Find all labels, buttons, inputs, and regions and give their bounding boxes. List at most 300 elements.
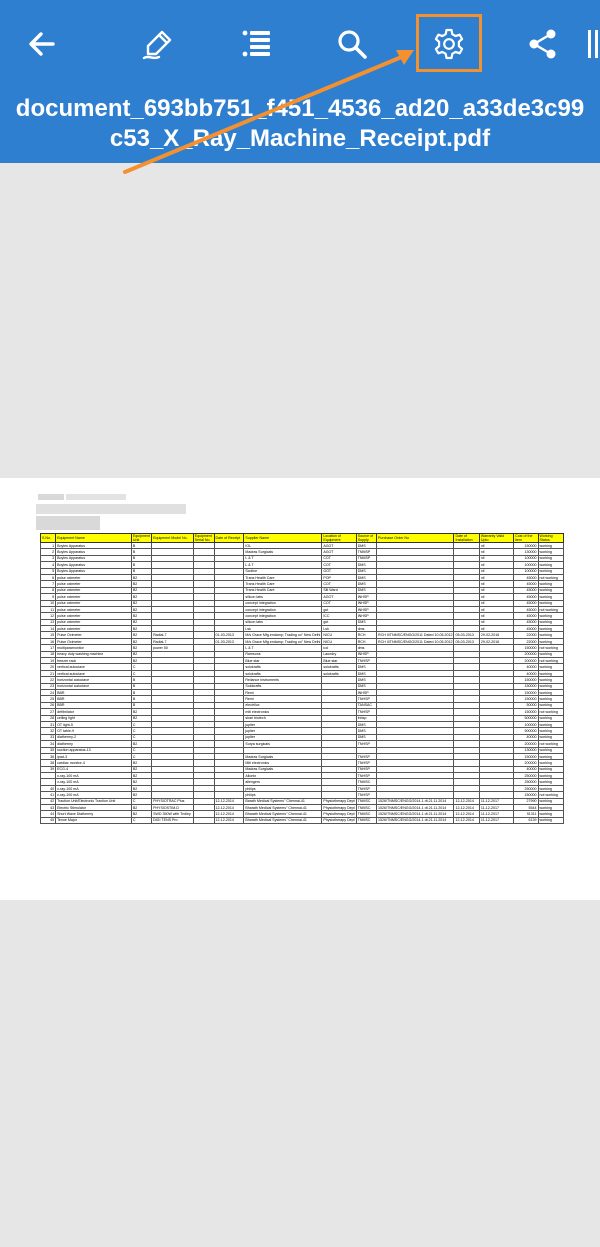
table-cell: B bbox=[131, 543, 151, 549]
table-cell: B2 bbox=[131, 574, 151, 580]
table-cell: pulse oximeter bbox=[56, 587, 132, 593]
table-cell: BBR bbox=[56, 702, 132, 708]
table-cell: TNHSP bbox=[356, 741, 376, 747]
table-cell: pulse oximeter bbox=[56, 619, 132, 625]
table-cell: DMS bbox=[356, 587, 376, 593]
table-cell: concept integration bbox=[244, 613, 322, 619]
table-cell: INHSP bbox=[356, 606, 376, 612]
table-cell: ECG-4 bbox=[56, 766, 132, 772]
table-cell: DMS bbox=[356, 721, 376, 727]
table-cell: 05-03-2013 bbox=[454, 638, 479, 644]
table-cell: cardiac monitor-4 bbox=[56, 760, 132, 766]
table-cell: nil bbox=[479, 587, 513, 593]
table-cell: B2 bbox=[131, 715, 151, 721]
table-cell: RCH bbox=[356, 638, 376, 644]
table-cell: working bbox=[538, 805, 563, 811]
table-cell: horizontal autoclave bbox=[56, 677, 132, 683]
table-cell: Boyles Apparatus bbox=[56, 562, 132, 568]
table-cell: COT bbox=[322, 581, 356, 587]
table-header: Cost of the item bbox=[514, 534, 538, 543]
table-cell: 150000 bbox=[514, 792, 538, 798]
table-cell: working bbox=[538, 728, 563, 734]
more-icon bbox=[578, 27, 600, 61]
table-cell: 1526/TNMSC/ENGG/2014-1 dt.21.11.2014 bbox=[377, 805, 454, 811]
table-cell: solokrafts bbox=[244, 670, 322, 676]
table-cell: nil bbox=[479, 619, 513, 625]
table-cell: Surya surgicals bbox=[244, 741, 322, 747]
table-cell: AGOT bbox=[322, 594, 356, 600]
table-cell: 200000 bbox=[514, 760, 538, 766]
table-cell: Blue star bbox=[244, 658, 322, 664]
table-cell: DMS bbox=[356, 543, 376, 549]
table-cell: 12-12-2014 bbox=[454, 811, 479, 817]
table-cell: not working bbox=[538, 709, 563, 715]
table-cell: horizontal autoclave bbox=[56, 683, 132, 689]
equipment-table bbox=[40, 533, 564, 824]
table-cell: GOT bbox=[322, 568, 356, 574]
table-cell: L & T bbox=[244, 555, 322, 561]
table-cell: B2 bbox=[131, 741, 151, 747]
table-cell: 12-12-2014 bbox=[454, 798, 479, 804]
table-cell: Physiotherapy Dept bbox=[323, 799, 355, 804]
table-cell: 11-12-2017 bbox=[479, 811, 513, 817]
table-cell: 200000 bbox=[514, 658, 538, 664]
table-cell: silicon labs bbox=[244, 594, 322, 600]
table-cell: working bbox=[538, 696, 563, 702]
table-cell: B2 bbox=[131, 805, 151, 811]
table-cell: Boyles Apparatus bbox=[56, 555, 132, 561]
table-header: Date of Receipt bbox=[214, 534, 244, 543]
table-cell: got bbox=[322, 619, 356, 625]
table-cell: nil bbox=[479, 581, 513, 587]
table-cell: 12-12-2014 bbox=[214, 798, 244, 804]
table-cell: 1526/TNMSC/ENGG/2014-1 dt.21.11.2014 bbox=[377, 798, 454, 804]
table-cell: Madras Surgicals bbox=[244, 753, 322, 759]
table-cell: TNMSP bbox=[356, 555, 376, 561]
table-header: Equipment Name bbox=[56, 534, 132, 543]
table-cell: 42 bbox=[41, 798, 56, 804]
table-cell: C bbox=[131, 753, 151, 759]
table-cell: Madras Surgicals bbox=[244, 549, 322, 555]
table-cell: working bbox=[538, 785, 563, 791]
table-cell: BBR bbox=[56, 689, 132, 695]
table-cell: 45000 bbox=[514, 619, 538, 625]
search-button[interactable] bbox=[322, 14, 382, 74]
table-cell: nil bbox=[479, 562, 513, 568]
table-cell: Pulse Oximeter bbox=[56, 632, 132, 638]
table-cell: 31 bbox=[41, 721, 56, 727]
table-cell: C bbox=[131, 798, 151, 804]
table-cell: B2 bbox=[131, 811, 151, 817]
table-cell: B2 bbox=[131, 792, 151, 798]
table-cell: 22000 bbox=[514, 632, 538, 638]
table-cell: 1526/TNMSC/ENGG/2014-1 dt.21.11.2014 bbox=[377, 811, 454, 817]
table-cell: 150000 bbox=[514, 709, 538, 715]
table-cell: working bbox=[538, 779, 563, 785]
table-cell: pulse oximeter bbox=[56, 606, 132, 612]
table-cell: philips bbox=[244, 785, 322, 791]
table-cell: B2 bbox=[131, 587, 151, 593]
table-cell: working bbox=[538, 549, 563, 555]
table-cell: concept integration bbox=[244, 600, 322, 606]
table-cell: 200000 bbox=[514, 741, 538, 747]
table-cell: IOL bbox=[244, 543, 322, 549]
table-cell: jupiter bbox=[244, 728, 322, 734]
table-cell: DMS bbox=[356, 728, 376, 734]
table-cell: pulse oximeter bbox=[56, 613, 132, 619]
table-cell: 40000 bbox=[514, 664, 538, 670]
table-cell: working bbox=[538, 543, 563, 549]
table-cell: Lsk bbox=[244, 626, 322, 632]
table-cell: RCH II/TNMSC/ENGG/2011 Dated 10.05.2012 bbox=[378, 633, 453, 638]
table-cell: 250000 bbox=[514, 779, 538, 785]
table-header: Source of Supply bbox=[356, 534, 376, 543]
table-cell: 150000 bbox=[514, 543, 538, 549]
table-cell: B bbox=[131, 555, 151, 561]
table-cell: DMS bbox=[356, 683, 376, 689]
table-cell: 130000 bbox=[514, 549, 538, 555]
table-cell: nil bbox=[479, 613, 513, 619]
table-cell: 24 bbox=[41, 689, 56, 695]
table-cell: B bbox=[131, 702, 151, 708]
table-cell: vertical autoclave bbox=[56, 664, 132, 670]
table-cell: 6139 bbox=[514, 817, 538, 823]
table-cell: working bbox=[538, 798, 563, 804]
table-cell: suction apparatus-13 bbox=[56, 747, 132, 753]
list-icon bbox=[239, 27, 273, 61]
table-cell: working bbox=[538, 747, 563, 753]
table-cell: TNHSP bbox=[356, 792, 376, 798]
table-cell: ceiling light bbox=[56, 715, 132, 721]
table-cell: working bbox=[538, 587, 563, 593]
table-cell: 150000 bbox=[514, 689, 538, 695]
table-cell: diathermy bbox=[56, 741, 132, 747]
table-cell: Bharath Medical Systems" Chennai-41 bbox=[244, 811, 322, 817]
table-cell: B2 bbox=[131, 613, 151, 619]
table-cell: Pulse Oximeter bbox=[56, 638, 132, 644]
table-cell: 33 bbox=[41, 734, 56, 740]
table-cell: multiparamonitor bbox=[56, 645, 132, 651]
table-cell: working bbox=[538, 683, 563, 689]
table-cell: nil bbox=[479, 574, 513, 580]
table-cell: 29-02-2016 bbox=[479, 638, 513, 644]
table-cell: NICU bbox=[322, 632, 356, 638]
table-cell: DMS bbox=[356, 734, 376, 740]
table-cell: not working bbox=[538, 606, 563, 612]
outline-button[interactable] bbox=[226, 14, 286, 74]
table-cell: working bbox=[538, 773, 563, 779]
table-cell: DMS bbox=[356, 670, 376, 676]
table-cell: AGOT bbox=[322, 543, 356, 549]
table-cell: Radial-7 bbox=[152, 638, 194, 644]
table-body bbox=[41, 543, 564, 824]
table-cell: 14 bbox=[41, 626, 56, 632]
table-cell: working bbox=[538, 600, 563, 606]
table-cell: DMS bbox=[356, 568, 376, 574]
redacted-block bbox=[38, 494, 64, 500]
table-cell: Trans Health Care bbox=[244, 581, 322, 587]
redacted-block bbox=[36, 504, 186, 514]
search-icon bbox=[335, 27, 369, 61]
table-cell: 11 bbox=[41, 606, 56, 612]
table-cell: not working bbox=[538, 792, 563, 798]
table-cell: diathermy-2 bbox=[56, 734, 132, 740]
table-cell: heavy duty washing machine bbox=[56, 651, 132, 657]
table-cell: working bbox=[538, 766, 563, 772]
table-cell: TNHSP bbox=[356, 696, 376, 702]
table-cell: 41 bbox=[41, 792, 56, 798]
table-cell: icd bbox=[322, 645, 356, 651]
toolbar bbox=[0, 0, 600, 88]
table-cell: C bbox=[131, 721, 151, 727]
table-cell: 27990 bbox=[514, 798, 538, 804]
table-cell: Lsk bbox=[322, 626, 356, 632]
table-cell: TNMSP bbox=[356, 549, 376, 555]
table-cell: L & T bbox=[244, 562, 322, 568]
table-cell: Short Wave Diathermy bbox=[56, 811, 132, 817]
table-cell: 1526/TNMSC/ENGG/2014-1 dt.21.11.2014 bbox=[377, 817, 454, 823]
table-cell: working bbox=[538, 581, 563, 587]
table-header: Equipment Unit bbox=[132, 534, 151, 542]
table-cell: vertical autoclave bbox=[56, 670, 132, 676]
table-cell: 45000 bbox=[514, 574, 538, 580]
table-cell: 100000 bbox=[514, 721, 538, 727]
table-cell: 10 bbox=[41, 600, 56, 606]
table-cell: pulse oximeter bbox=[56, 600, 132, 606]
table-cell: not working bbox=[538, 658, 563, 664]
table-cell: allengers bbox=[244, 779, 322, 785]
table-cell: 100000 bbox=[514, 562, 538, 568]
table-cell: Barath Medical Systems" Chennai-41 bbox=[244, 798, 322, 804]
table-cell: working bbox=[538, 594, 563, 600]
table-cell: working bbox=[538, 734, 563, 740]
table-cell: nil bbox=[479, 600, 513, 606]
table-cell: COT bbox=[322, 555, 356, 561]
table-cell: Silt Ward bbox=[322, 587, 356, 593]
table-cell: 45000 bbox=[514, 587, 538, 593]
table-cell: jupiter bbox=[244, 734, 322, 740]
table-cell: x-ray-100 mA bbox=[56, 773, 132, 779]
table-cell: OT table-9 bbox=[56, 728, 132, 734]
table-cell: 150000 bbox=[514, 677, 538, 683]
table-cell: 22000 bbox=[514, 638, 538, 644]
table-cell: DMS bbox=[356, 664, 376, 670]
table-cell: 32 bbox=[41, 728, 56, 734]
table-cell: 150000 bbox=[514, 696, 538, 702]
table-cell: 5 bbox=[41, 568, 56, 574]
table-cell: 12-12-2014 bbox=[454, 817, 479, 823]
table-cell: working bbox=[538, 619, 563, 625]
table-header: Date of Installation bbox=[454, 534, 479, 543]
table-cell: Blue star bbox=[322, 658, 356, 664]
table-cell: Trans Health Care bbox=[244, 587, 322, 593]
table-cell: silicon labs bbox=[244, 619, 322, 625]
table-cell: Remi bbox=[244, 689, 322, 695]
table-cell: miti electronics bbox=[244, 709, 322, 715]
table-cell: pulse oximeter bbox=[56, 574, 132, 580]
table-cell: nil bbox=[479, 626, 513, 632]
table-cell: power 50 bbox=[152, 645, 194, 651]
table-cell: ipad-3 bbox=[56, 753, 132, 759]
table-cell: 45000 bbox=[514, 626, 538, 632]
table-cell: C bbox=[131, 670, 151, 676]
table-cell: 250000 bbox=[514, 773, 538, 779]
table-cell: working bbox=[538, 664, 563, 670]
table-cell: TNHSP bbox=[356, 760, 376, 766]
table-cell: INHSP bbox=[356, 651, 376, 657]
table-cell: B2 bbox=[131, 619, 151, 625]
table-cell: x-ray-100 mA bbox=[56, 779, 132, 785]
table-cell: working bbox=[538, 721, 563, 727]
table-cell: Bharath Medical Systems" Chennai-41 bbox=[244, 805, 322, 811]
table-cell: 44 bbox=[41, 811, 56, 817]
table-cell: 6 bbox=[41, 574, 56, 580]
table-cell: Allontx bbox=[244, 773, 322, 779]
table-cell: 29-02-2016 bbox=[479, 632, 513, 638]
table-cell: working bbox=[538, 760, 563, 766]
table-cell: nil bbox=[479, 568, 513, 574]
table-cell: 8 bbox=[41, 587, 56, 593]
table-cell: TNHSP bbox=[356, 773, 376, 779]
table-cell: 130000 bbox=[514, 747, 538, 753]
table-cell: Physiotherapy Dept bbox=[323, 812, 355, 817]
table-cell: 100000 bbox=[514, 555, 538, 561]
back-arrow-icon bbox=[25, 27, 59, 61]
table-cell: working bbox=[538, 689, 563, 695]
table-cell: B bbox=[131, 549, 151, 555]
table-cell: 12-12-2014 bbox=[214, 817, 244, 823]
table-cell: 50000 bbox=[514, 702, 538, 708]
table-cell: DIGI TENS Pro bbox=[152, 817, 194, 823]
more-button[interactable] bbox=[578, 14, 600, 74]
table-cell: TANSAC bbox=[356, 702, 376, 708]
table-cell: 11-12-2017 bbox=[479, 798, 513, 804]
table-cell: 20 bbox=[41, 664, 56, 670]
table-cell: 100000 bbox=[514, 568, 538, 574]
table-cell: 9 bbox=[41, 594, 56, 600]
table-cell: Boyles Apparatus bbox=[56, 568, 132, 574]
table-cell: working bbox=[538, 632, 563, 638]
table-cell: working bbox=[538, 651, 563, 657]
table-cell: 16 bbox=[41, 638, 56, 644]
table-cell: not working bbox=[538, 574, 563, 580]
table-cell: solokrafts bbox=[322, 670, 356, 676]
table-cell: Trans Health Care bbox=[244, 574, 322, 580]
table-cell: B2 bbox=[131, 766, 151, 772]
table-cell: 12-12-2014 bbox=[214, 811, 244, 817]
sign-button[interactable] bbox=[128, 14, 188, 74]
table-cell: 01-03-2013 bbox=[214, 632, 244, 638]
table-header: Equipment Model No. bbox=[152, 534, 194, 543]
share-button[interactable] bbox=[513, 14, 573, 74]
table-cell: solokrafts bbox=[244, 664, 322, 670]
table-cell: 21 bbox=[41, 670, 56, 676]
table-cell: 22 bbox=[41, 677, 56, 683]
table-cell: Miti electronics bbox=[244, 760, 322, 766]
table-cell: electrilux bbox=[244, 702, 322, 708]
table-cell: 27 bbox=[41, 709, 56, 715]
table-cell: 25 bbox=[41, 696, 56, 702]
table-cell: 40000 bbox=[514, 734, 538, 740]
table-cell: working bbox=[538, 626, 563, 632]
table-cell: INHSP bbox=[356, 594, 376, 600]
table-cell: 34 bbox=[41, 741, 56, 747]
table-cell: B2 bbox=[131, 626, 151, 632]
table-cell: working bbox=[538, 811, 563, 817]
table-cell: working bbox=[538, 568, 563, 574]
table-cell: DMS bbox=[356, 619, 376, 625]
back-button[interactable] bbox=[12, 14, 72, 74]
table-cell: TNHSP bbox=[356, 709, 376, 715]
table-cell: concept integration bbox=[244, 606, 322, 612]
table-cell: TNMSC bbox=[356, 798, 376, 804]
table-cell: 12-12-2014 bbox=[454, 805, 479, 811]
table-cell: COT bbox=[322, 562, 356, 568]
table-header: S.No. bbox=[41, 534, 56, 543]
table-cell: Madras Surgicals bbox=[244, 766, 322, 772]
table-cell: TNHSP bbox=[356, 658, 376, 664]
table-cell: C bbox=[131, 728, 151, 734]
table-cell: not working bbox=[538, 741, 563, 747]
table-cell: x-ray-100 mA bbox=[56, 792, 132, 798]
table-cell: working bbox=[538, 638, 563, 644]
table-cell: 26 bbox=[41, 702, 56, 708]
table-cell: DMS bbox=[356, 574, 376, 580]
table-cell: Laundry bbox=[322, 651, 356, 657]
table-cell: Remi bbox=[244, 696, 322, 702]
table-cell: 91311 bbox=[514, 811, 538, 817]
table-cell: B2 bbox=[131, 658, 151, 664]
table-cell: Solokrafts bbox=[244, 683, 322, 689]
table-cell: M/s Grace Mfg.endamp; Trading co" New Delhi bbox=[245, 639, 321, 644]
table-cell: Bharath Medical Systems" Chennai-41 bbox=[244, 817, 322, 823]
table-cell: B2 bbox=[131, 600, 151, 606]
table-cell: C bbox=[131, 664, 151, 670]
table-cell: INHSP bbox=[356, 689, 376, 695]
table-cell: 12 bbox=[41, 613, 56, 619]
table-cell: B2 bbox=[131, 779, 151, 785]
table-cell: PHYSIOTRAC Plus bbox=[152, 798, 194, 804]
table-row bbox=[41, 817, 564, 823]
table-cell: TNHSP bbox=[356, 753, 376, 759]
table-cell: 01-03-2013 bbox=[214, 638, 244, 644]
table-cell: x-ray-100 mA bbox=[56, 785, 132, 791]
table-cell: BBR bbox=[56, 696, 132, 702]
table-cell: C bbox=[131, 747, 151, 753]
table-cell: TNMSC bbox=[356, 817, 376, 823]
table-header: Purchase Order No bbox=[377, 534, 454, 543]
table-cell: PHYSIOSTIM-D bbox=[152, 805, 194, 811]
table-cell: Electric Stimulator bbox=[56, 805, 132, 811]
table-cell: shari biotech bbox=[244, 715, 322, 721]
table-cell: OT light-5 bbox=[56, 721, 132, 727]
table-cell: B2 bbox=[131, 606, 151, 612]
table-cell: DMS bbox=[356, 581, 376, 587]
table-cell: 40000 bbox=[514, 766, 538, 772]
table-cell: 12-12-2014 bbox=[214, 805, 244, 811]
table-cell: 40000 bbox=[514, 670, 538, 676]
table-cell: B bbox=[131, 683, 151, 689]
table-header-row bbox=[41, 534, 564, 543]
table-cell: nil bbox=[479, 606, 513, 612]
table-cell: Tenue Major bbox=[56, 817, 132, 823]
table-cell: philips bbox=[244, 792, 322, 798]
table-cell: 11-12-2017 bbox=[479, 805, 513, 811]
table-cell bbox=[193, 817, 214, 823]
table-cell: B2 bbox=[131, 651, 151, 657]
table-cell: 150000 bbox=[514, 683, 538, 689]
table-cell: nil bbox=[479, 555, 513, 561]
